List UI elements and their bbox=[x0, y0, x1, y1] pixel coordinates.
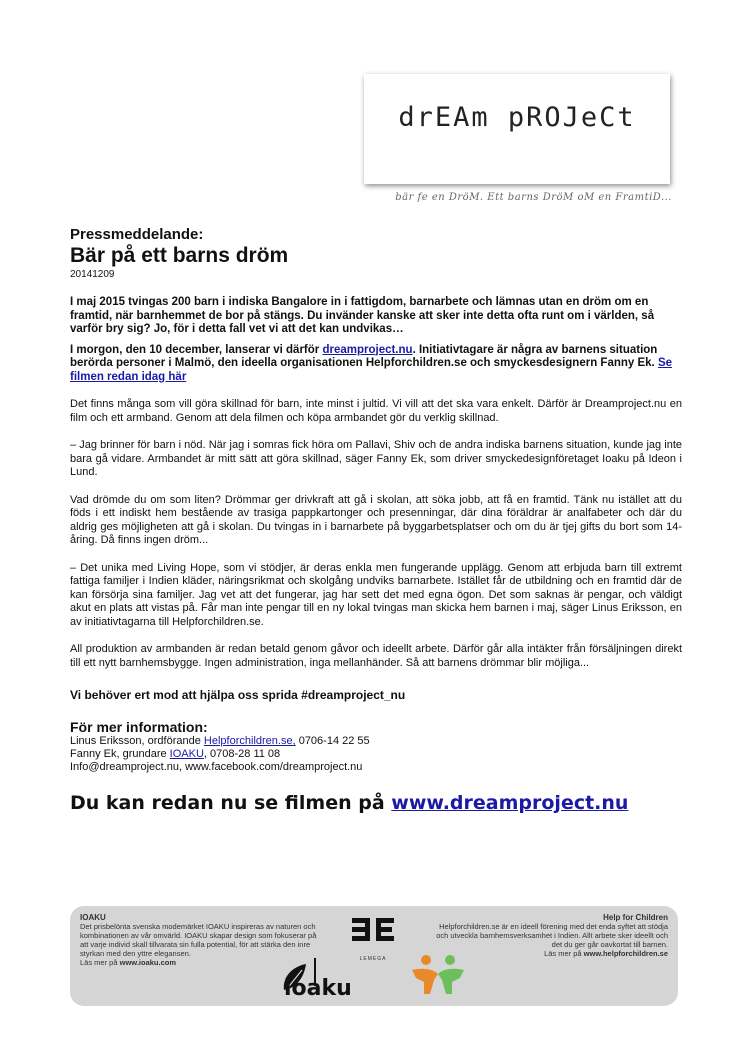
call-to-action: Vi behöver ert mod att hjälpa oss sprida #dreamproject_nu bbox=[70, 688, 406, 702]
contact-2-phone: , 0708-28 11 08 bbox=[203, 748, 281, 760]
dream-project-logo bbox=[364, 74, 670, 184]
body-paragraph-3: Vad drömde du om som liten? Drömmar ger drivkraft att gå i skolan, att söka jobb, att få en framtid. Tänk nu istället att du föds i ett indiskt hem bestående av trasiga pappkartonger och presenningar, där dina föräldrar är analfabeter och där du aldrig ges möjligheten att gå i skolan. Du tvingas in i barnarbete på byggarbetsplatser och om du är tjej gifts du bort som 14-åring. Då finns ingen dröm... bbox=[70, 493, 682, 546]
body-paragraph-4: – Det unika med Living Hope, som vi stödjer, är deras enkla men fungerande upplägg. Genom att erbjuda barn till extremt fattiga familjer i Indien kläder, näringsrikmat och skolgång undviks barnarbete. Istället får de utbildning och en framtid där de kan försörja sina familjer. Jag vet att det fungerar, jag har sett det med egna ögon. Det som saknas är pengar, och väldigt akut en plats att vistas på. Får man inte pengar till en ny lokal tvingas man skicka hem barnen i maj, säger Linus Eriksson, en av initiativtagarna till Helpforchildren.se. bbox=[70, 561, 682, 628]
info-heading: För mer information: bbox=[70, 719, 208, 735]
hfc-more-label: Läs mer på bbox=[544, 949, 584, 958]
hfc-description: Helpforchildren.se är en ideell förening med det enda syftet att stödja och utveckla barnhemsverksamhet i Indien. Allt arbete sker ideellt och det du ger går oavkortat till barnen. bbox=[436, 922, 668, 949]
lead-paragraph: I maj 2015 tvingas 200 barn i indiska Bangalore in i fattigdom, barnarbete och lämnas utan en dröm om en framtid, när barnhemmet de bor på stängs. Du invänder kanske att sker inte detta ofta runt om i världen, så varför bry sig? Jo, för i detta fall vet vi att det kan undvikas… bbox=[70, 296, 655, 335]
lead-text-b: . Initiativtagare är några av barnens situation berörda personer i Malmö, den ideella organisationen Helpforchildren.se och smyckesdesignern Fanny Ek. bbox=[70, 343, 658, 369]
helpforchildren-info bbox=[428, 913, 668, 958]
lead-paragraph-2 bbox=[70, 344, 682, 385]
hfc-title: Help for Children bbox=[603, 913, 668, 922]
contact-line-3: Info@dreamproject.nu, www.facebook.com/dreamproject.nu bbox=[70, 761, 363, 773]
dreamproject-link[interactable]: dreamproject.nu bbox=[322, 343, 413, 356]
hfc-more bbox=[428, 949, 668, 958]
ioaku-link[interactable]: IOAKU bbox=[169, 748, 204, 760]
helpforchildren-link[interactable]: Helpforchildren.se, bbox=[203, 735, 296, 747]
ioaku-more-label: Läs mer på bbox=[80, 958, 120, 967]
film-url-link[interactable]: www.dreamproject.nu bbox=[391, 792, 629, 814]
page-title: Bär på ett barns dröm bbox=[70, 244, 289, 267]
ioaku-url: www.ioaku.com bbox=[119, 958, 177, 967]
film-link[interactable]: Se filmen redan idag här bbox=[70, 357, 673, 383]
lemega-label: LEMEGA bbox=[359, 956, 387, 962]
film-callout bbox=[70, 792, 682, 814]
press-label: Pressmeddelande: bbox=[70, 226, 204, 243]
ioaku-wordmark: ioaku bbox=[284, 976, 352, 1001]
contact-line-1 bbox=[70, 735, 682, 748]
film-text: Du kan redan nu se filmen på bbox=[70, 792, 392, 814]
body-paragraph-1: Det finns många som vill göra skillnad för barn, inte minst i jultid. Vi vill att det ska vara enkelt. Därför är Dreamproject.nu en film och ett armband. Genom att dela filmen och köpa armbandet gör du verklig skillnad. bbox=[70, 398, 682, 424]
contact-line-2 bbox=[70, 748, 682, 761]
sponsor-banner bbox=[70, 906, 678, 1006]
release-date: 20141209 bbox=[70, 269, 115, 280]
logo-tagline: bär fe en DröM. Ett barns DröM oM en FramtiD... bbox=[395, 192, 672, 203]
contact-2-name: Fanny Ek, grundare bbox=[70, 748, 170, 760]
lead-text-a: I morgon, den 10 december, lanserar vi därför bbox=[70, 343, 323, 356]
contact-1-phone: 0706-14 22 55 bbox=[295, 735, 370, 747]
body-paragraph-5: All produktion av armbanden är redan betald genom gåvor och ideellt arbete. Därför går alla intäkter från försäljningen direkt till ett nytt barnhemsbygge. Ingen administration, inga mellanhänder. Så att barnens drömmar blir möjliga... bbox=[70, 643, 682, 669]
ioaku-description: Det prisbelönta svenska modemärket IOAKU inspireras av naturen och kombinationen av vår omvärld. IOAKU skapar design som fokuserar på att varje individ skall tillvarata sin fulla potential, för att stärka den inre styrkan med den yttre elegansen. bbox=[80, 922, 317, 958]
contact-1-name: Linus Eriksson, ordförande bbox=[70, 735, 204, 747]
hfc-url: www.helpforchildren.se bbox=[583, 949, 668, 958]
press-release bbox=[70, 226, 682, 814]
body-paragraph-2: – Jag brinner för barn i nöd. När jag i somras fick höra om Pallavi, Shiv och de andra indiska barnens situation, kunde jag inte bara gå vidare. Armbandet är mitt sätt att göra skillnad, säger Fanny Ek, som driver smyckedesignföretaget Ioaku på Ideon i Lund. bbox=[70, 439, 682, 478]
ioaku-title: IOAKU bbox=[80, 913, 106, 922]
logo-text: drEAm pROJeCt bbox=[398, 102, 636, 133]
